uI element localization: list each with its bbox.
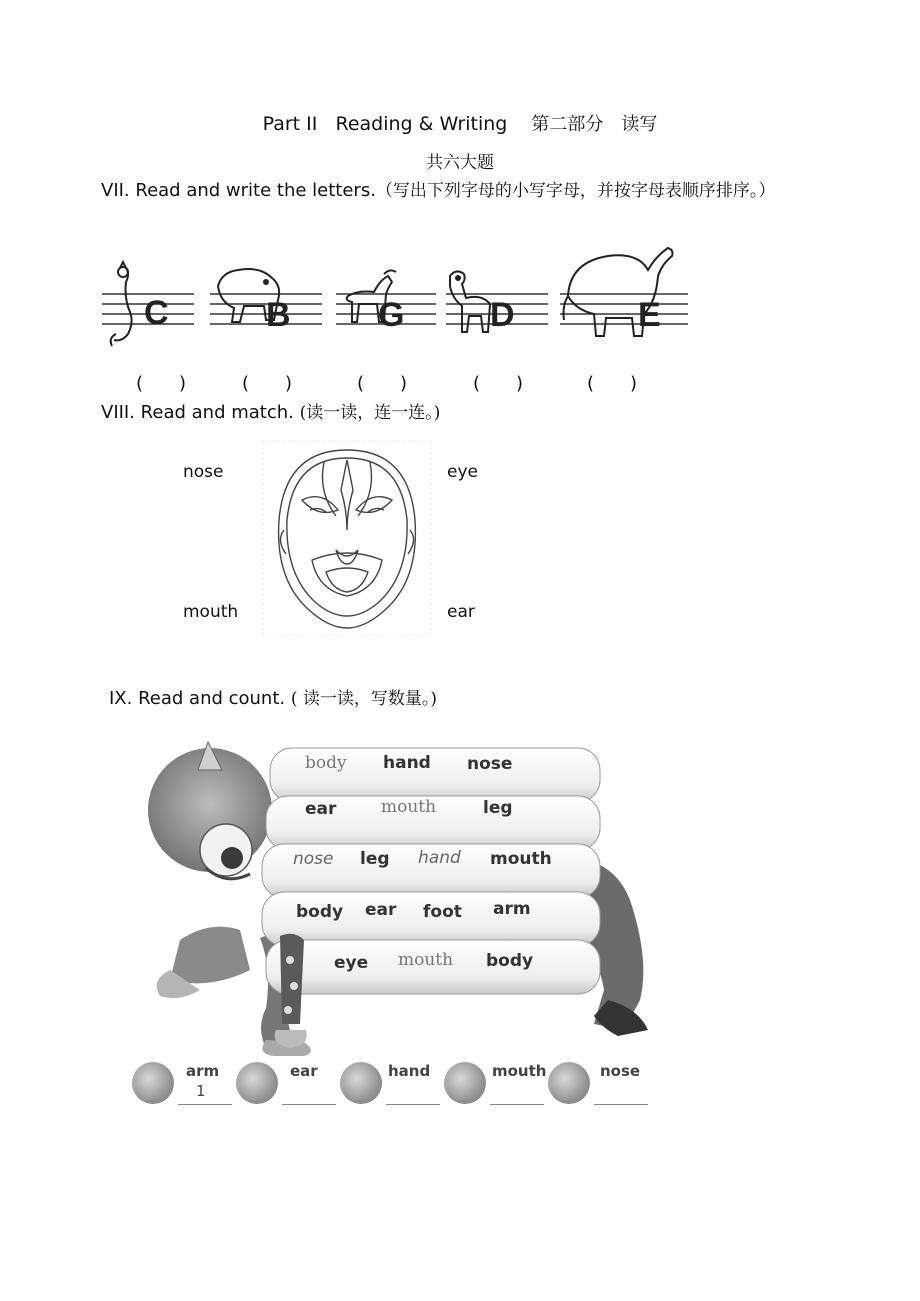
counter-label-hand: hand [388, 1062, 431, 1080]
match-word-nose[interactable]: nose [183, 462, 224, 482]
match-word-ear[interactable]: ear [447, 602, 475, 622]
letter-b: B [266, 296, 291, 334]
counter-label-ear: ear [290, 1062, 318, 1080]
counter-label-nose: nose [600, 1062, 641, 1080]
nose-icon [548, 1062, 590, 1104]
q8-heading-en: VIII. Read and match. [101, 402, 294, 423]
q7-instruction: （写出下列字母的小写字母，并按字母表顺序排序。） [375, 181, 776, 201]
count-field-mouth[interactable] [490, 1082, 544, 1105]
count-field-arm[interactable] [178, 1082, 232, 1105]
q9-instruction: ( 读一读，写数量。) [290, 689, 438, 709]
card-word: arm [493, 899, 531, 919]
card-word: nose [293, 849, 334, 869]
answer-blank-3[interactable]: ( ) [357, 373, 408, 394]
card-word: ear [305, 799, 337, 819]
card-word: mouth [490, 849, 552, 869]
card-word: leg [483, 798, 513, 818]
card-word: mouth [381, 797, 437, 817]
match-word-mouth[interactable]: mouth [183, 602, 239, 622]
counter-label-mouth: mouth [492, 1062, 547, 1080]
arm-icon [132, 1062, 174, 1104]
letter-d: D [490, 296, 515, 334]
dog-icon [450, 271, 490, 332]
title-english: Part II Reading & Writing [262, 113, 508, 135]
card-word: body [296, 902, 344, 922]
card-word: hand [383, 753, 431, 773]
count-field-nose[interactable] [594, 1082, 648, 1105]
count-field-hand[interactable] [386, 1082, 440, 1105]
match-word-eye[interactable]: eye [447, 462, 478, 482]
clown-head [148, 742, 272, 879]
page-title [0, 110, 920, 136]
count-field-ear[interactable] [282, 1082, 336, 1105]
hand-icon [340, 1062, 382, 1104]
q7-heading-en: VII. Read and write the letters. [101, 180, 376, 201]
count-value-arm: 1 [196, 1082, 206, 1100]
card-word: ear [365, 900, 397, 920]
card-word: nose [467, 754, 513, 774]
q9-heading [109, 684, 437, 709]
answer-blank-5[interactable]: ( ) [587, 373, 638, 394]
answer-blank-4[interactable]: ( ) [473, 373, 524, 394]
letter-g: G [378, 296, 405, 334]
q8-heading [101, 398, 440, 423]
card-word: hand [418, 848, 461, 868]
mouth-icon [444, 1062, 486, 1104]
q7-heading [101, 176, 801, 206]
q9-heading-en: IX. Read and count. [109, 688, 286, 709]
letters-strip [98, 236, 698, 362]
card-word: foot [423, 902, 462, 922]
answer-blank-2[interactable]: ( ) [242, 373, 293, 394]
title-chinese: 第二部分 读写 [531, 114, 658, 135]
letter-c: C [144, 294, 169, 332]
card-word: body [305, 753, 347, 773]
page-subtitle: 共六大题 [426, 153, 494, 173]
letter-e: E [638, 296, 661, 334]
counter-label-arm: arm [186, 1062, 220, 1080]
card-word: mouth [398, 950, 454, 970]
card-word: body [486, 951, 534, 971]
answer-blank-1[interactable]: ( ) [136, 373, 187, 394]
card-word: leg [360, 849, 390, 869]
count-answers-row [132, 1058, 672, 1110]
opera-mask-illustration [262, 440, 432, 636]
ear-icon [236, 1062, 278, 1104]
q8-instruction: (读一读，连一连。) [299, 403, 441, 423]
card-word: eye [334, 953, 369, 973]
